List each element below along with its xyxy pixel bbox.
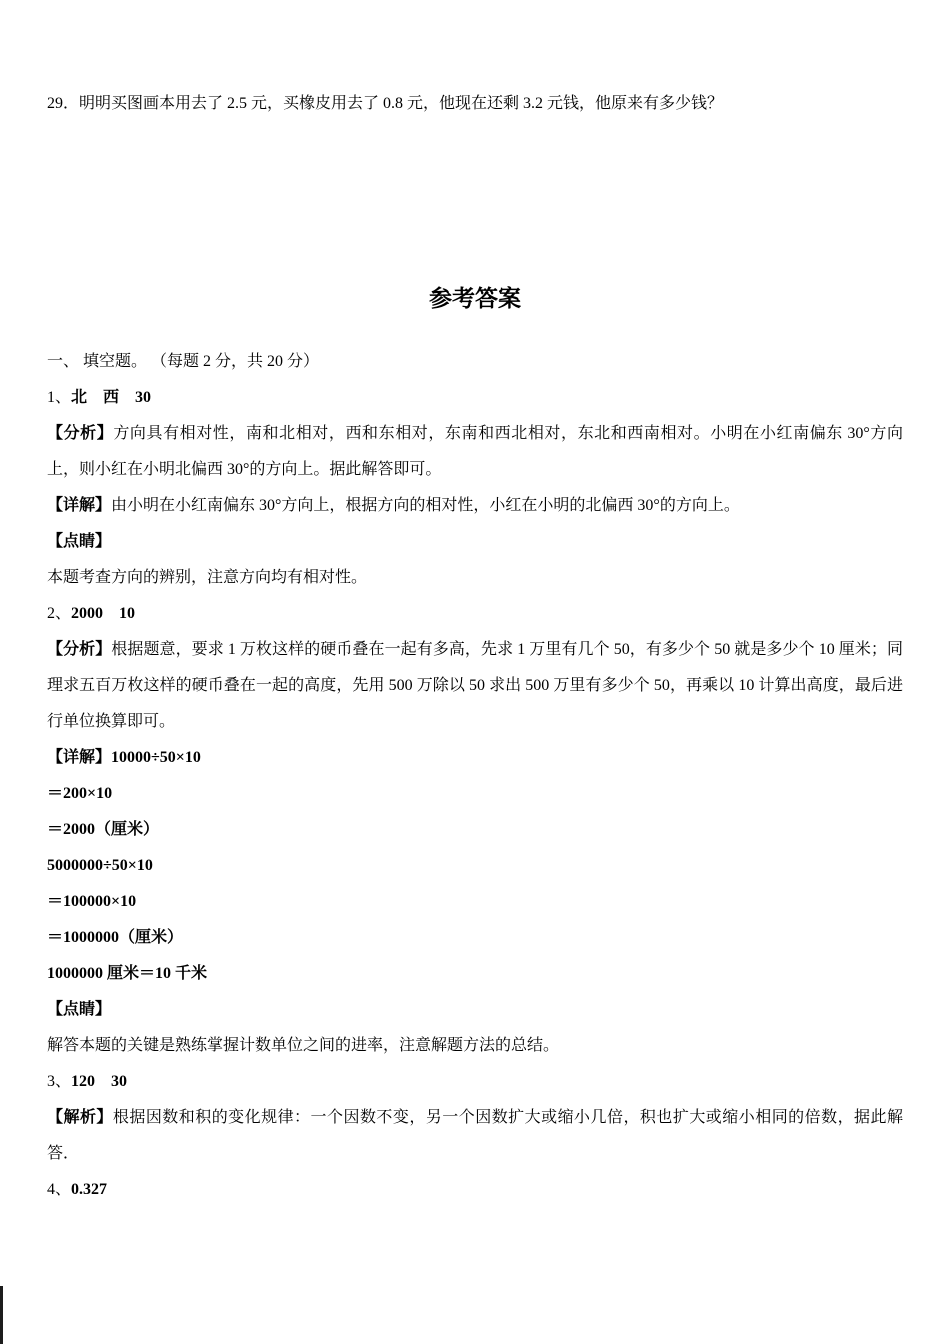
answer-1-explanation-prefix: 【详解】 xyxy=(47,497,112,514)
answer-2-explanation-step-6-text: ＝1000000（厘米） xyxy=(47,929,184,946)
answer-3-analysis xyxy=(47,1100,903,1172)
answer-4-prefix: 4、 xyxy=(47,1181,72,1198)
question-29-text: 29．明明买图画本用去了 2.5 元，买橡皮用去了 0.8 元，他现在还剩 3.2 元钱，他原来有多少钱？ xyxy=(47,95,724,112)
answer-3-prefix: 3、 xyxy=(47,1073,72,1090)
answer-2-explanation-step-3 xyxy=(47,812,903,848)
answer-1-analysis-text: 方向具有相对性，南和北相对，西和东相对，东南和西北相对，东北和西南相对。小明在小红南偏东 30°方向上，则小红在小明北偏西 30°的方向上。据此解答即可。 xyxy=(47,425,903,478)
answer-2-explanation-step-1-text: 10000÷50×10 xyxy=(111,749,201,766)
answer-1-keypoint-text: 本题考查方向的辨别，注意方向均有相对性。 xyxy=(47,569,368,586)
answer-2-keypoint xyxy=(47,1028,903,1064)
answers-heading-text: 参考答案 xyxy=(429,286,521,311)
answer-3-analysis-prefix: 【解析】 xyxy=(47,1109,113,1126)
question-29 xyxy=(47,86,903,122)
answer-3-text: 120 30 xyxy=(71,1073,128,1090)
answer-2-explanation-step-5-text: ＝100000×10 xyxy=(47,893,137,910)
answer-3 xyxy=(47,1064,903,1100)
answer-1-analysis xyxy=(47,416,903,488)
answer-2-explanation-step-1-prefix: 【详解】 xyxy=(47,749,112,766)
answer-2-keypoint-text: 解答本题的关键是熟练掌握计数单位之间的进率，注意解题方法的总结。 xyxy=(47,1037,560,1054)
answer-2-explanation-step-2 xyxy=(47,776,903,812)
answer-2-analysis-prefix: 【分析】 xyxy=(47,641,112,658)
answer-2-explanation-step-2-text: ＝200×10 xyxy=(47,785,113,802)
answer-1-prefix: 1、 xyxy=(47,389,72,406)
answer-1-analysis-prefix: 【分析】 xyxy=(47,425,114,442)
answer-1-text: 北 西 30 xyxy=(71,389,152,406)
answer-4-text: 0.327 xyxy=(71,1181,108,1198)
answer-2-explanation-step-3-text: ＝2000（厘米） xyxy=(47,821,160,838)
answer-1-keypoint xyxy=(47,560,903,596)
answer-1 xyxy=(47,380,903,416)
answers-heading xyxy=(47,278,903,320)
answer-2-explanation-step-5 xyxy=(47,884,903,920)
answer-2-keypoint-label-text: 【点睛】 xyxy=(47,1001,112,1018)
answer-2 xyxy=(47,596,903,632)
answer-3-analysis-text: 根据因数和积的变化规律：一个因数不变，另一个因数扩大或缩小几倍，积也扩大或缩小相同的倍数，据此解答． xyxy=(47,1109,903,1162)
answer-2-explanation-step-7-text: 1000000 厘米＝10 千米 xyxy=(47,965,208,982)
answer-2-keypoint-label xyxy=(47,992,903,1028)
answer-1-keypoint-label-text: 【点睛】 xyxy=(47,533,112,550)
page-edge-artifact xyxy=(0,1286,3,1344)
section-1-header xyxy=(47,344,903,380)
section-1-header-text: 一、 填空题。 （每题 2 分，共 20 分） xyxy=(47,353,320,370)
answer-2-explanation-step-7 xyxy=(47,956,903,992)
answer-2-analysis xyxy=(47,632,903,740)
answer-2-explanation-step-4-text: 5000000÷50×10 xyxy=(47,857,153,874)
answer-2-analysis-text: 根据题意，要求 1 万枚这样的硬币叠在一起有多高，先求 1 万里有几个 50，有多少个 50 就是多少个 10 厘米；同理求五百万枚这样的硬币叠在一起的高度，先用 500 万除以 50 求出 500 万里有多少个 50，再乘以 10 计算出高度，最后进行单位换算即可。 xyxy=(47,641,903,730)
answer-4 xyxy=(47,1172,903,1208)
answer-1-keypoint-label xyxy=(47,524,903,560)
answer-2-explanation-step-4 xyxy=(47,848,903,884)
answer-2-explanation-step-1 xyxy=(47,740,903,776)
answer-2-text: 2000 10 xyxy=(71,605,136,622)
answer-2-explanation-step-6 xyxy=(47,920,903,956)
document-body xyxy=(47,86,903,1208)
answer-1-explanation xyxy=(47,488,903,524)
answer-1-explanation-text: 由小明在小红南偏东 30°方向上，根据方向的相对性，小红在小明的北偏西 30°的方向上。 xyxy=(111,497,740,514)
answer-2-prefix: 2、 xyxy=(47,605,72,622)
